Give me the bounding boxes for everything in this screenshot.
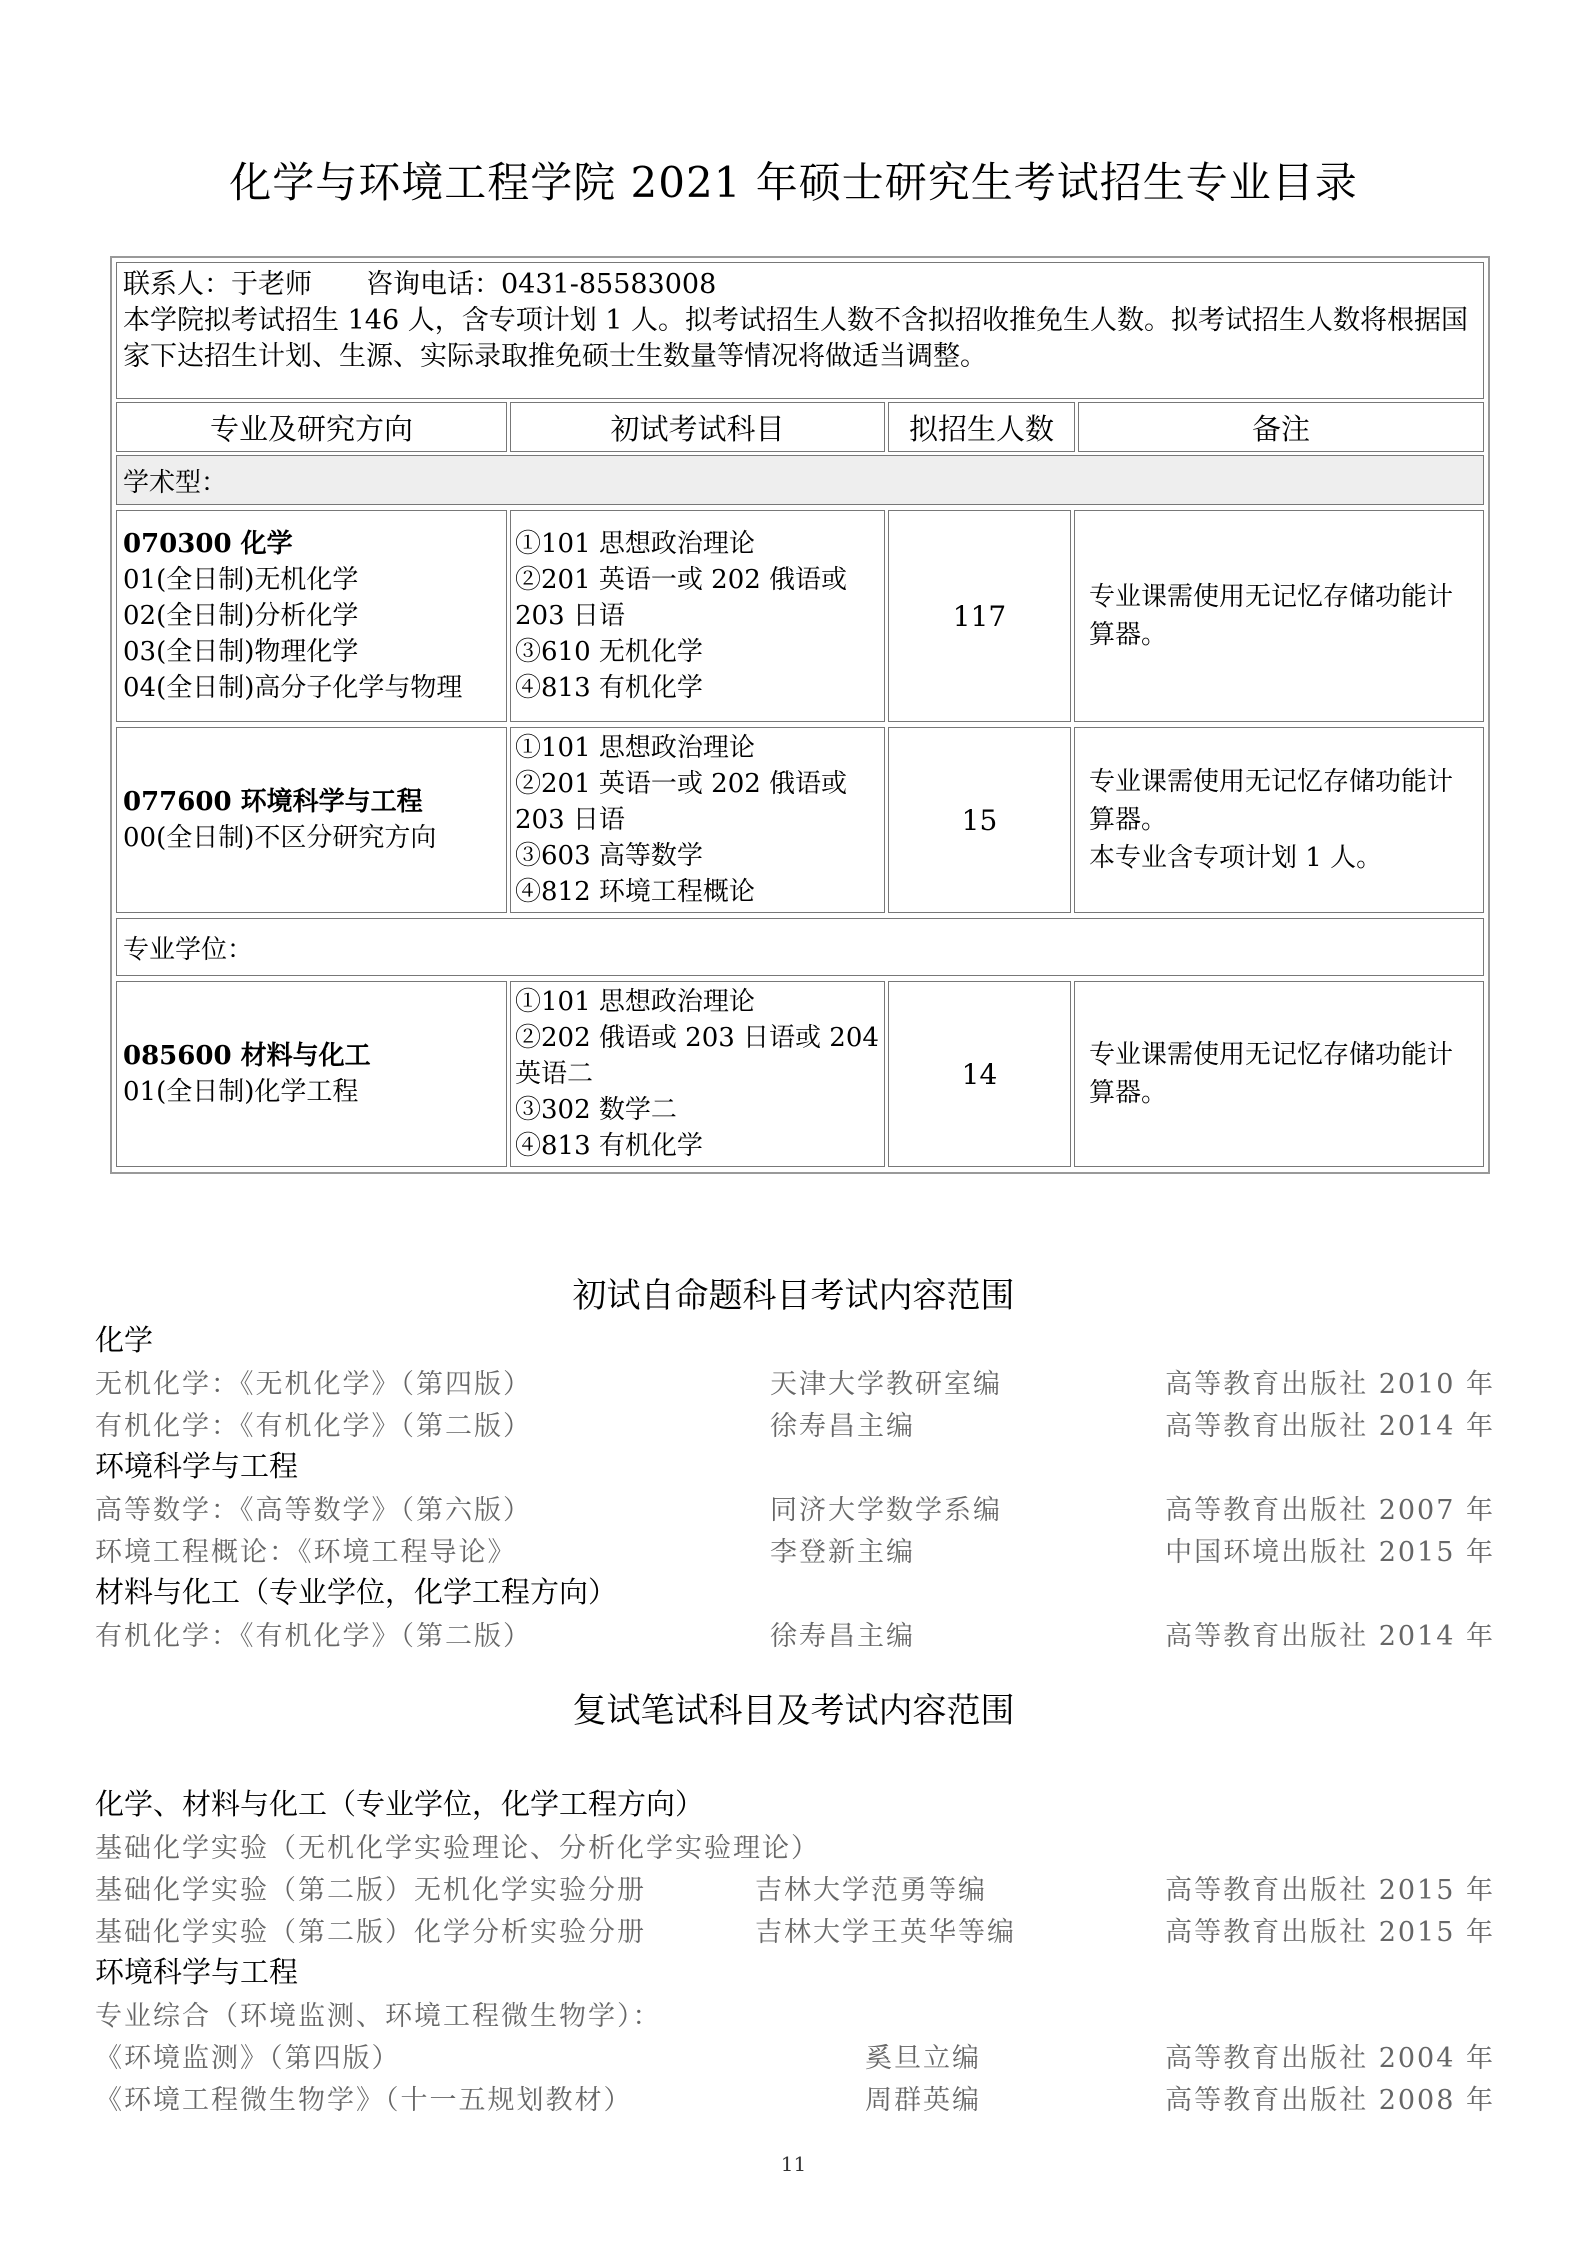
- major-cell: [116, 981, 507, 1167]
- note-line: 算器。: [1089, 620, 1168, 650]
- reference-row: [95, 1404, 1495, 1444]
- book-publisher: 高等教育出版社 2015 年: [1165, 1875, 1495, 1906]
- subject: ④812 环境工程概论: [515, 877, 755, 907]
- reference-row: [95, 1910, 1495, 1950]
- book-publisher: 高等教育出版社 2007 年: [1165, 1495, 1495, 1526]
- book-title: 《环境监测》（第四版）: [95, 2043, 401, 2074]
- reference-row: [95, 1994, 1495, 2034]
- major-code: 070300 化学: [123, 529, 293, 559]
- book-editor: 徐寿昌主编: [770, 1411, 915, 1442]
- subject: ②201 英语一或 202 俄语或: [515, 769, 848, 799]
- book-publisher: 高等教育出版社 2008 年: [1165, 2085, 1495, 2116]
- direction: 01(全日制)无机化学: [123, 565, 359, 595]
- category-title: 化学、材料与化工（专业学位，化学工程方向）: [95, 1787, 705, 1821]
- reference-row: [95, 1362, 1495, 1402]
- book-title: 《环境工程微生物学》（十一五规划教材）: [95, 2085, 633, 2116]
- book-editor: 吉林大学范勇等编: [755, 1875, 987, 1906]
- enrollment-note: 本学院拟考试招生 146 人，含专项计划 1 人。拟考试招生人数不含拟招收推免生人数。拟考试招生人数将根据国家下达招生计划、生源、实际录取推免硕士生数量等情况将做适当调整。: [123, 305, 1469, 372]
- book-title: 基础化学实验（第二版）化学分析实验分册: [95, 1917, 646, 1948]
- direction: 02(全日制)分析化学: [123, 601, 359, 631]
- subject: 英语二: [515, 1059, 594, 1089]
- note-line: 专业课需使用无记忆存储功能计: [1089, 767, 1454, 797]
- book-title: 有机化学：《有机化学》（第二版）: [95, 1621, 532, 1652]
- book-title: 有机化学：《有机化学》（第二版）: [95, 1411, 532, 1442]
- reference-row: [95, 1826, 1495, 1866]
- note-line: 专业课需使用无记忆存储功能计: [1089, 582, 1454, 612]
- header-major: 专业及研究方向: [116, 402, 507, 452]
- book-title: 专业综合（环境监测、环境工程微生物学）：: [95, 2001, 662, 2032]
- reference-row: [95, 1530, 1495, 1570]
- page-number: 11: [780, 2152, 807, 2176]
- reference-row: [95, 1488, 1495, 1528]
- subject: 203 日语: [515, 601, 625, 631]
- book-editor: 奚旦立编: [865, 2043, 981, 2074]
- reference-row: [95, 2036, 1495, 2076]
- page-title: 化学与环境工程学院 2021 年硕士研究生考试招生专业目录: [229, 158, 1358, 207]
- subject: ④813 有机化学: [515, 1131, 703, 1161]
- book-title: 环境工程概论：《环境工程导论》: [95, 1537, 517, 1568]
- enrollment-count: 117: [888, 510, 1071, 722]
- subject: ②202 俄语或 203 日语或 204: [515, 1023, 879, 1053]
- subjects-cell: [510, 727, 885, 913]
- direction: 01(全日制)化学工程: [123, 1077, 359, 1107]
- contact-line: 联系人：于老师 咨询电话：0431-85583008: [123, 269, 717, 300]
- header-subjects: 初试考试科目: [510, 402, 885, 452]
- major-cell: [116, 727, 507, 913]
- category-title: 化学: [95, 1323, 154, 1357]
- direction: 04(全日制)高分子化学与物理: [123, 673, 463, 703]
- book-editor: 吉林大学王英华等编: [755, 1917, 1016, 1948]
- note-line: 算器。: [1089, 1078, 1168, 1108]
- book-publisher: 中国环境出版社 2015 年: [1165, 1537, 1495, 1568]
- enrollment-count: 14: [888, 981, 1071, 1167]
- notes-cell: [1074, 727, 1484, 913]
- enrollment-count: 15: [888, 727, 1071, 913]
- book-title: 基础化学实验（第二版）无机化学实验分册: [95, 1875, 646, 1906]
- subjects-cell: [510, 510, 885, 722]
- section-professional: 专业学位：: [116, 918, 1484, 976]
- subject: 203 日语: [515, 805, 625, 835]
- book-publisher: 高等教育出版社 2014 年: [1165, 1621, 1495, 1652]
- reference-row: [95, 1868, 1495, 1908]
- book-editor: 天津大学教研室编: [770, 1369, 1002, 1400]
- contact-info: [116, 262, 1484, 399]
- book-editor: 同济大学数学系编: [770, 1495, 1002, 1526]
- book-title: 基础化学实验（无机化学实验理论、分析化学实验理论）: [95, 1833, 820, 1864]
- subject: ③302 数学二: [515, 1095, 677, 1125]
- note-line: 算器。: [1089, 805, 1168, 835]
- category-title: 材料与化工（专业学位，化学工程方向）: [95, 1575, 618, 1609]
- book-publisher: 高等教育出版社 2015 年: [1165, 1917, 1495, 1948]
- book-editor: 周群英编: [865, 2085, 981, 2116]
- subject: ③603 高等数学: [515, 841, 703, 871]
- book-publisher: 高等教育出版社 2010 年: [1165, 1369, 1495, 1400]
- direction: 00(全日制)不区分研究方向: [123, 823, 437, 853]
- major-code: 077600 环境科学与工程: [123, 787, 423, 817]
- header-count: 拟招生人数: [888, 402, 1075, 452]
- direction: 03(全日制)物理化学: [123, 637, 359, 667]
- book-publisher: 高等教育出版社 2004 年: [1165, 2043, 1495, 2074]
- header-notes: 备注: [1078, 402, 1484, 452]
- category-title: 环境科学与工程: [95, 1955, 299, 1989]
- reference-row: [95, 1614, 1495, 1654]
- book-title: 高等数学：《高等数学》（第六版）: [95, 1495, 532, 1526]
- section-heading: 复试笔试科目及考试内容范围: [572, 1691, 1015, 1731]
- note-line: 专业课需使用无记忆存储功能计: [1089, 1040, 1454, 1070]
- section-academic: 学术型：: [116, 455, 1484, 505]
- major-cell: [116, 510, 507, 722]
- book-editor: 李登新主编: [770, 1537, 915, 1568]
- admission-table: [110, 256, 1490, 1174]
- subject: ②201 英语一或 202 俄语或: [515, 565, 848, 595]
- notes-cell: [1074, 981, 1484, 1167]
- subject: ①101 思想政治理论: [515, 987, 755, 1017]
- book-editor: 徐寿昌主编: [770, 1621, 915, 1652]
- subject: ①101 思想政治理论: [515, 529, 755, 559]
- reference-row: [95, 2078, 1495, 2118]
- subjects-cell: [510, 981, 885, 1167]
- category-title: 环境科学与工程: [95, 1449, 299, 1483]
- book-publisher: 高等教育出版社 2014 年: [1165, 1411, 1495, 1442]
- subject: ④813 有机化学: [515, 673, 703, 703]
- book-title: 无机化学：《无机化学》（第四版）: [95, 1369, 532, 1400]
- notes-cell: [1074, 510, 1484, 722]
- subject: ③610 无机化学: [515, 637, 703, 667]
- subject: ①101 思想政治理论: [515, 733, 755, 763]
- major-code: 085600 材料与化工: [123, 1041, 371, 1071]
- section-heading: 初试自命题科目考试内容范围: [572, 1276, 1015, 1316]
- note-line: 本专业含专项计划 1 人。: [1089, 843, 1383, 873]
